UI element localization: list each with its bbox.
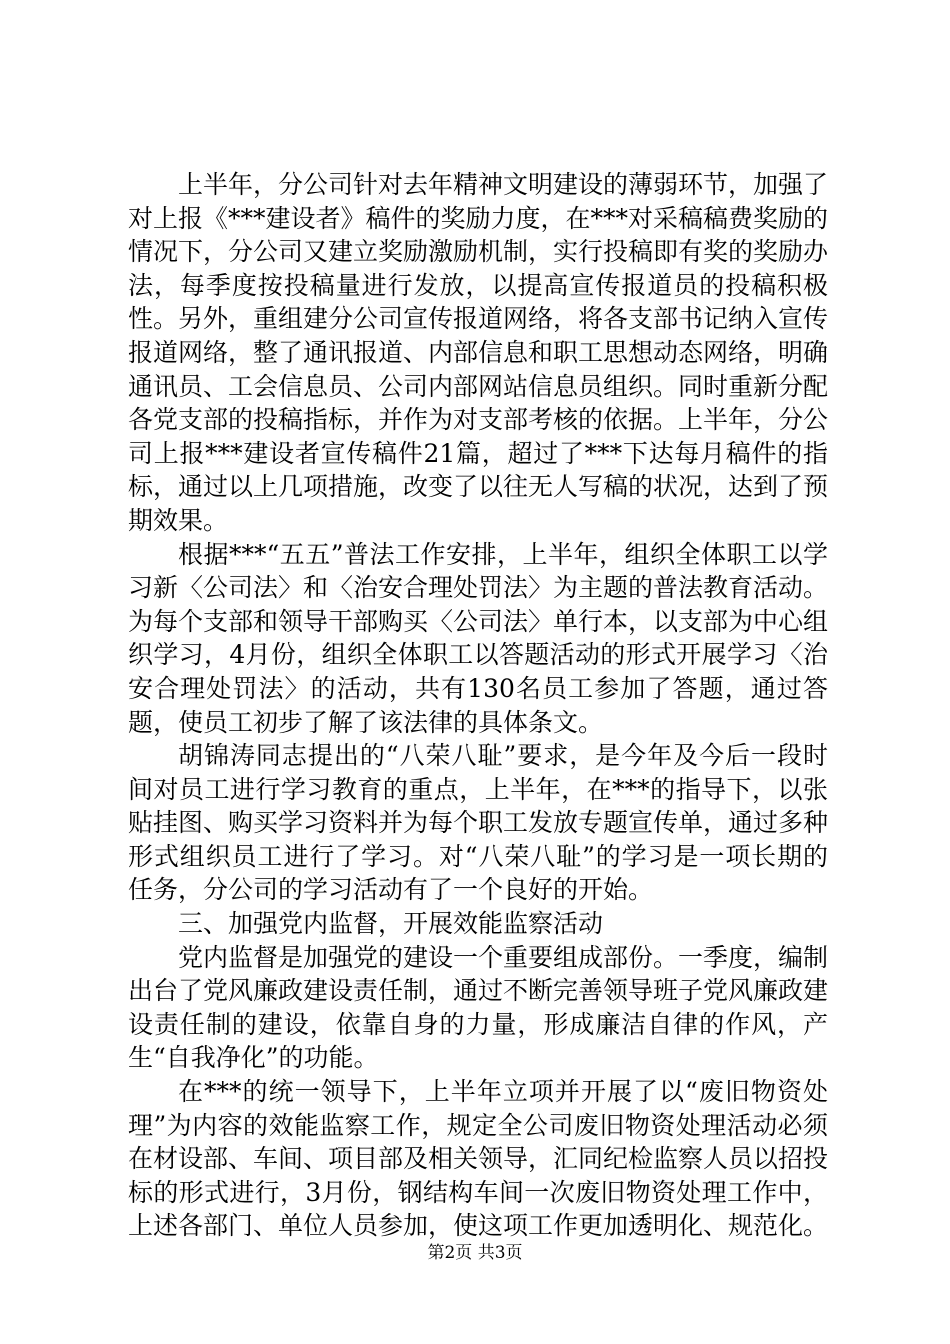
document-body [128,168,828,1243]
paragraph-writing-incentives: 上半年，分公司针对去年精神文明建设的薄弱环节，加强了对上报《***建设者》稿件的奖励力度，在***对采稿稿费奖励的情况下，分公司又建立奖励激励机制，实行投稿即有奖的奖励办法，每季度按投稿量进行发放，以提高宣传报道员的投稿积极性。另外，重组建分公司宣传报道网络，将各支部书记纳入宣传报道网络，整了通讯报道、内部信息和职工思想动态网络，明确通讯员、工会信息员、公司内部网站信息员组织。同时重新分配各党支部的投稿指标，并作为对支部考核的依据。上半年，分公司上报***建设者宣传稿件21篇，超过了***下达每月稿件的指标，通过以上几项措施，改变了以往无人写稿的状况，达到了预期效果。 [128,170,829,535]
paragraph-efficiency-inspection: 在***的统一领导下，上半年立项并开展了以“废旧物资处理”为内容的效能监察工作，规定全公司废旧物资处理活动必须在材设部、车间、项目部及相关领导，汇同纪检监察人员以招投标的形式进行，3月份，钢结构车间一次废旧物资处理工作中，上述各部门、单位人员参加，使这项工作更加透明化、规范化。 [128,1077,829,1241]
paragraph-legal-education: 根据***“五五”普法工作安排，上半年，组织全体职工以学习新〈公司法〉和〈治安合理处罚法〉为主题的普法教育活动。为每个支部和领导干部购买〈公司法〉单行本，以支部为中心组织学习，4月份，组织全体职工以答题活动的形式开展学习〈治安合理处罚法〉的活动，共有130名员工参加了答题，通过答题，使员工初步了解了该法律的具体条文。 [128,539,829,737]
paragraph-eight-honors: 胡锦涛同志提出的“八荣八耻”要求，是今年及今后一段时间对员工进行学习教育的重点，上半年，在***的指导下，以张贴挂图、购买学习资料并为每个职工发放专题宣传单，通过多种形式组织员工进行了学习。对“八荣八耻”的学习是一项长期的任务，分公司的学习活动有了一个良好的开始。 [128,741,829,905]
page-number-footer: 第2页 共3页 [427,1243,523,1263]
paragraph-party-supervision: 党内监督是加强党的建设一个重要组成部份。一季度，编制出台了党风廉政建设责任制，通过不断完善领导班子党风廉政建设责任制的建设，依靠自身的力量，形成廉洁自律的作风，产生“自我净化”的功能。 [128,942,829,1073]
section-heading-supervision: 三、加强党内监督，开展效能监察活动 [178,909,604,939]
